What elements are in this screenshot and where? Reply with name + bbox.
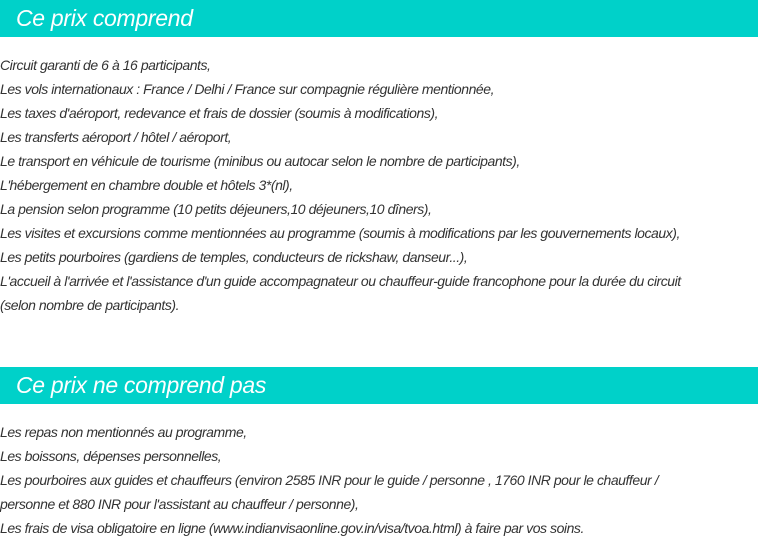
excluded-header — [0, 367, 758, 404]
list-item: Les petits pourboires (gardiens de temples, conducteurs de rickshaw, danseur...), — [0, 249, 468, 265]
list-item: L'accueil à l'arrivée et l'assistance d'un guide accompagnateur ou chauffeur-guide francophone pour la durée du circuit — [0, 273, 681, 289]
list-item: Les repas non mentionnés au programme, — [0, 424, 247, 440]
list-item: (selon nombre de participants). — [0, 297, 180, 313]
excluded-list — [0, 420, 758, 540]
included-list — [0, 53, 758, 317]
list-item: Les visites et excursions comme mentionnées au programme (soumis à modifications par les gouvernements locaux), — [0, 225, 680, 241]
list-item: Les transferts aéroport / hôtel / aéroport, — [0, 129, 232, 145]
excluded-title: Ce prix ne comprend pas — [16, 372, 267, 398]
included-header — [0, 0, 758, 37]
list-item: Les frais de visa obligatoire en ligne (www.indianvisaonline.gov.in/visa/tvoa.html) à faire par vos soins. — [0, 520, 584, 536]
list-item: Les pourboires aux guides et chauffeurs (environ 2585 INR pour le guide / personne , 1760 INR pour le chauffeur / — [0, 472, 659, 488]
list-item: Les taxes d'aéroport, redevance et frais de dossier (soumis à modifications), — [0, 105, 439, 121]
included-title: Ce prix comprend — [16, 5, 193, 31]
list-item: Les boissons, dépenses personnelles, — [0, 448, 222, 464]
list-item: Circuit garanti de 6 à 16 participants, — [0, 57, 211, 73]
list-item: personne et 880 INR pour l'assistant au chauffeur / personne), — [0, 496, 359, 512]
list-item: Les vols internationaux : France / Delhi / France sur compagnie régulière mentionnée, — [0, 81, 495, 97]
list-item: La pension selon programme (10 petits déjeuners,10 déjeuners,10 dîners), — [0, 201, 432, 217]
list-item: L'hébergement en chambre double et hôtels 3*(nl), — [0, 177, 293, 193]
list-item: Le transport en véhicule de tourisme (minibus ou autocar selon le nombre de participants), — [0, 153, 520, 169]
